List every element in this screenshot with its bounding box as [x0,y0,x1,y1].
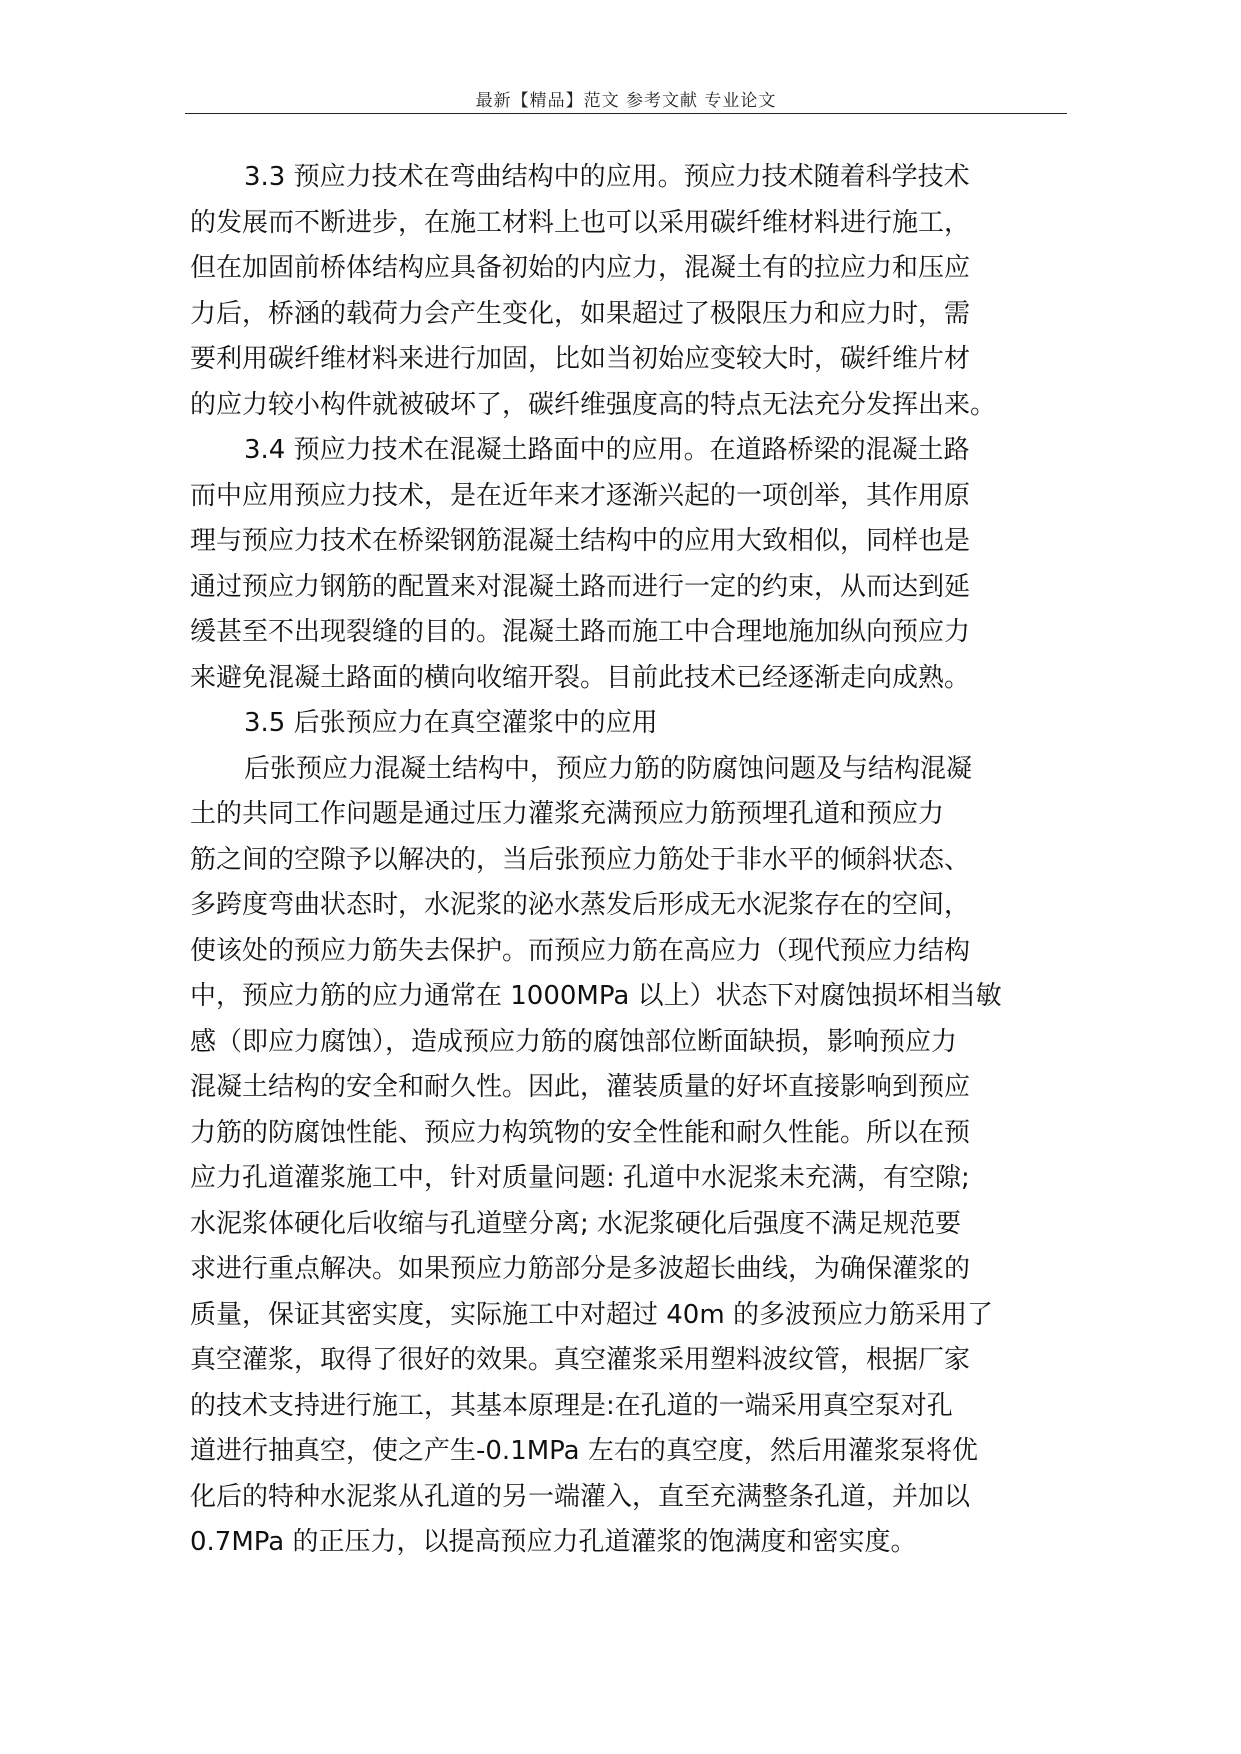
section-heading-3-5 [190,701,1070,747]
paragraph-line: 感（即应力腐蚀），造成预应力筋的腐蚀部位断面缺损，影响预应力 [190,1026,958,1057]
paragraph-line: 土的共同工作问题是通过压力灌浆充满预应力筋预埋孔道和预应力 [190,799,945,829]
paragraph-line: 而中应用预应力技术，是在近年来才逐渐兴起的一项创举，其作用原 [190,480,971,511]
paragraph-line: 后张预应力混凝土结构中，预应力筋的防腐蚀问题及与结构混凝 [244,753,973,784]
paragraph-line: 真空灌浆，取得了很好的效果。真空灌浆采用塑料波纹管，根据厂家 [190,1345,971,1375]
paragraph-line: 求进行重点解决。如果预应力筋部分是多波超长曲线，为确保灌浆的 [190,1254,971,1284]
paragraph-line: 水泥浆体硬化后收缩与孔道壁分离; 水泥浆硬化后强度不满足规范要 [190,1208,962,1239]
paragraph-line: 筋之间的空隙予以解决的，当后张预应力筋处于非水平的倾斜状态、 [190,844,971,875]
paragraph-line: 化后的特种水泥浆从孔道的另一端灌入，直至充满整条孔道，并加以 [190,1481,971,1512]
paragraph-line: 来避免混凝土路面的横向收缩开裂。目前此技术已经逐渐走向成熟。 [190,662,971,693]
section-heading: 3.5 后张预应力在真空灌浆中的应用 [244,708,658,738]
paragraph-line: 通过预应力钢筋的配置来对混凝土路而进行一定的约束，从而达到延 [190,571,971,602]
paragraph-line: 要利用碳纤维材料来进行加固，比如当初始应变较大时，碳纤维片材 [190,344,971,374]
paragraph-line: 3.4 预应力技术在混凝土路面中的应用。在道路桥梁的混凝土路 [244,435,970,465]
paragraph-line: 理与预应力技术在桥梁钢筋混凝土结构中的应用大致相似，同样也是 [190,526,971,556]
paragraph-line: 缓甚至不出现裂缝的目的。混凝土路而施工中合理地施加纵向预应力 [190,617,971,647]
header-divider [185,113,1067,114]
paragraph-line: 应力孔道灌浆施工中，针对质量问题: 孔道中水泥浆未充满，有空隙; [190,1163,970,1193]
document-body [190,155,1070,1566]
paragraph-line: 的技术支持进行施工，其基本原理是:在孔道的一端采用真空泵对孔 [190,1390,953,1421]
paragraph-line: 的发展而不断进步，在施工材料上也可以采用碳纤维材料进行施工， [190,207,971,238]
paragraph-line: 的应力较小构件就被破坏了，碳纤维强度高的特点无法充分发挥出来。 [190,389,997,420]
paragraph-line: 3.3 预应力技术在弯曲结构中的应用。预应力技术随着科学技术 [244,162,970,192]
paragraph-line: 力后，桥涵的载荷力会产生变化，如果超过了极限压力和应力时，需 [190,298,971,329]
paragraph-line: 中，预应力筋的应力通常在 1000MPa 以上）状态下对腐蚀损坏相当敏 [190,981,1002,1011]
paragraph-line: 质量，保证其密实度，实际施工中对超过 40m 的多波预应力筋采用了 [190,1299,993,1330]
paragraph-line: 道进行抽真空，使之产生-0.1MPa 左右的真空度，然后用灌浆泵将优 [190,1436,978,1466]
paragraph-line: 多跨度弯曲状态时，水泥浆的泌水蒸发后形成无水泥浆存在的空间， [190,890,971,920]
paragraph-3-3 [190,155,1070,428]
paragraph-line: 使该处的预应力筋失去保护。而预应力筋在高应力（现代预应力结构 [190,935,971,966]
paragraph-line: 力筋的防腐蚀性能、预应力构筑物的安全性能和耐久性能。所以在预 [190,1117,971,1148]
paragraph-3-5-body [190,747,1070,1566]
paragraph-line: 混凝土结构的安全和耐久性。因此，灌装质量的好坏直接影响到预应 [190,1072,971,1102]
paragraph-3-4 [190,428,1070,701]
paragraph-line: 0.7MPa 的正压力，以提高预应力孔道灌浆的饱满度和密实度。 [190,1527,917,1557]
paragraph-line: 但在加固前桥体结构应具备初始的内应力，混凝土有的拉应力和压应 [190,253,971,283]
page-header: 最新【精品】范文 参考文献 专业论文 [475,91,777,111]
